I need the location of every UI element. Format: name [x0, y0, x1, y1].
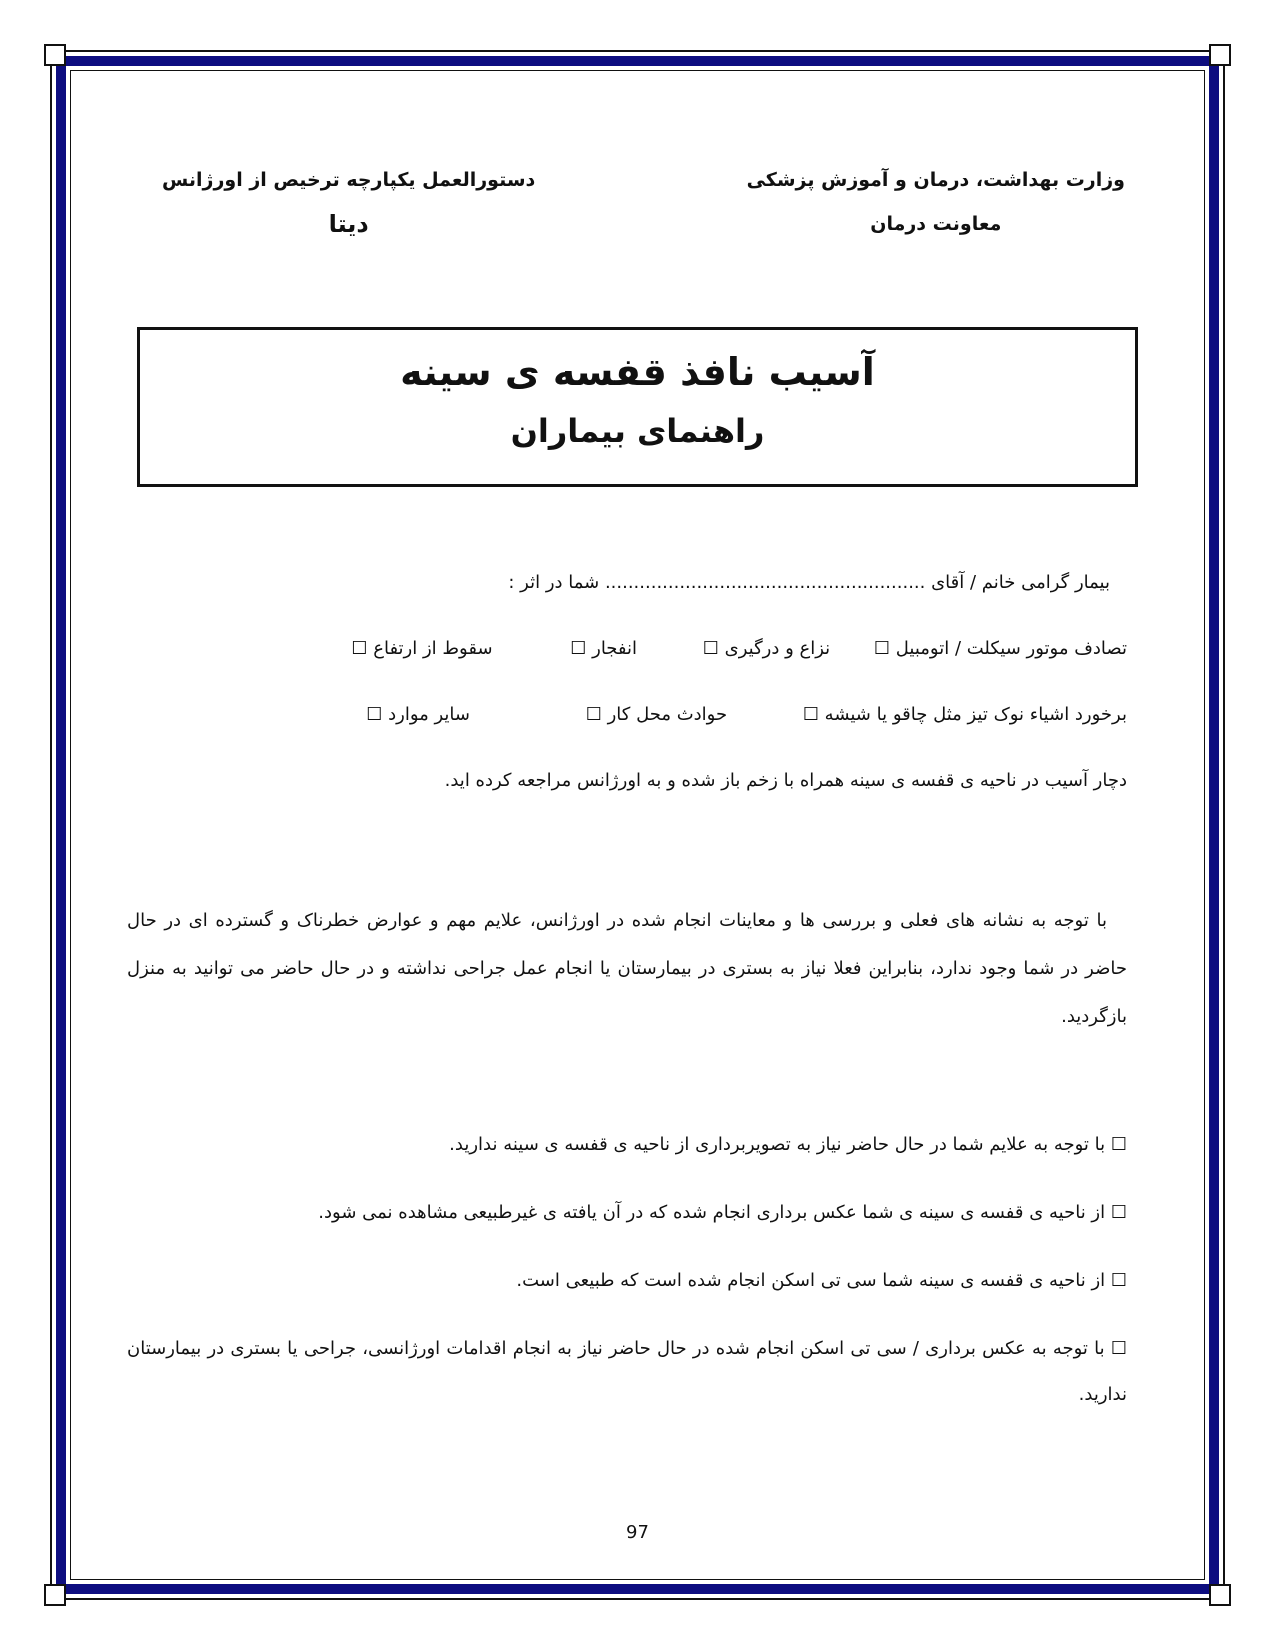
intro-line: بیمار گرامی خانم / آقای ........................................................ شما در اثر :: [508, 572, 1110, 593]
causes-row-2: [366, 704, 1127, 725]
frame-corner: [1209, 1584, 1231, 1606]
cause-explosion[interactable]: انفجار ☐: [570, 638, 638, 659]
page-subtitle: راهنمای بیماران: [510, 412, 765, 450]
cause-fall[interactable]: سقوط از ارتفاع ☐: [351, 638, 493, 659]
cause-other[interactable]: سایر موارد ☐: [366, 704, 471, 725]
page-number: 97: [626, 1522, 649, 1543]
checklist-item[interactable]: ☐ از ناحیه ی قفسه ی سینه شما سی تی اسکن انجام شده است که طبیعی است.: [516, 1270, 1127, 1291]
cause-sharp-object[interactable]: برخورد اشیاء نوک تیز مثل چاقو یا شیشه ☐: [802, 704, 1127, 725]
assessment-paragraph: با توجه به نشانه های فعلی و بررسی ها و معاینات انجام شده در اورژانس، علایم مهم و عوارض خطرناک و گسترده ای در حال حاضر در شما وجود ندارد، بنابراین فعلا نیاز به بستری در بیمارستان یا انجام عمل جراحی نداشته و در حال حاضر می توانید به منزل بازگردید.: [127, 910, 1127, 1027]
cause-fight[interactable]: نزاع و درگیری ☐: [702, 638, 831, 659]
frame-corner: [1209, 44, 1231, 66]
cause-workplace-accident[interactable]: حوادث محل کار ☐: [585, 704, 728, 725]
frame-corner: [44, 1584, 66, 1606]
checklist-item[interactable]: ☐ از ناحیه ی قفسه ی سینه ی شما عکس برداری انجام شده که در آن یافته ی غیرطبیعی مشاهده نمی شود.: [318, 1202, 1127, 1223]
ministry-header: [747, 158, 1125, 246]
causes-row-1: [351, 638, 1127, 659]
guideline-name: دستورالعمل یکپارچه ترخیص از اورژانس: [162, 169, 536, 191]
checklist-item[interactable]: ☐ با توجه به عکس برداری / سی تی اسکن انجام شده در حال حاضر نیاز به انجام اقدامات اورژانسی، جراحی یا بستری در بیمارستان ندارید.: [127, 1338, 1127, 1405]
ministry-name: وزارت بهداشت، درمان و آموزش پزشکی: [746, 169, 1125, 191]
cause-vehicle-accident[interactable]: تصادف موتور سیکلت / اتومبیل ☐: [873, 638, 1127, 659]
checklist-item[interactable]: ☐ با توجه به علایم شما در حال حاضر نیاز به تصویربرداری از ناحیه ی قفسه ی سینه ندارید.: [449, 1134, 1127, 1155]
injury-line: دچار آسیب در ناحیه ی قفسه ی سینه همراه با زخم باز شده و به اورژانس مراجعه کرده اید.: [444, 770, 1127, 791]
page-title: آسیب نافذ قفسه ی سینه: [400, 350, 875, 394]
guideline-code: دیتا: [328, 210, 369, 238]
guideline-header: [162, 158, 535, 246]
frame-corner: [44, 44, 66, 66]
title-box: [137, 327, 1138, 487]
ministry-department: معاونت درمان: [870, 213, 1002, 235]
